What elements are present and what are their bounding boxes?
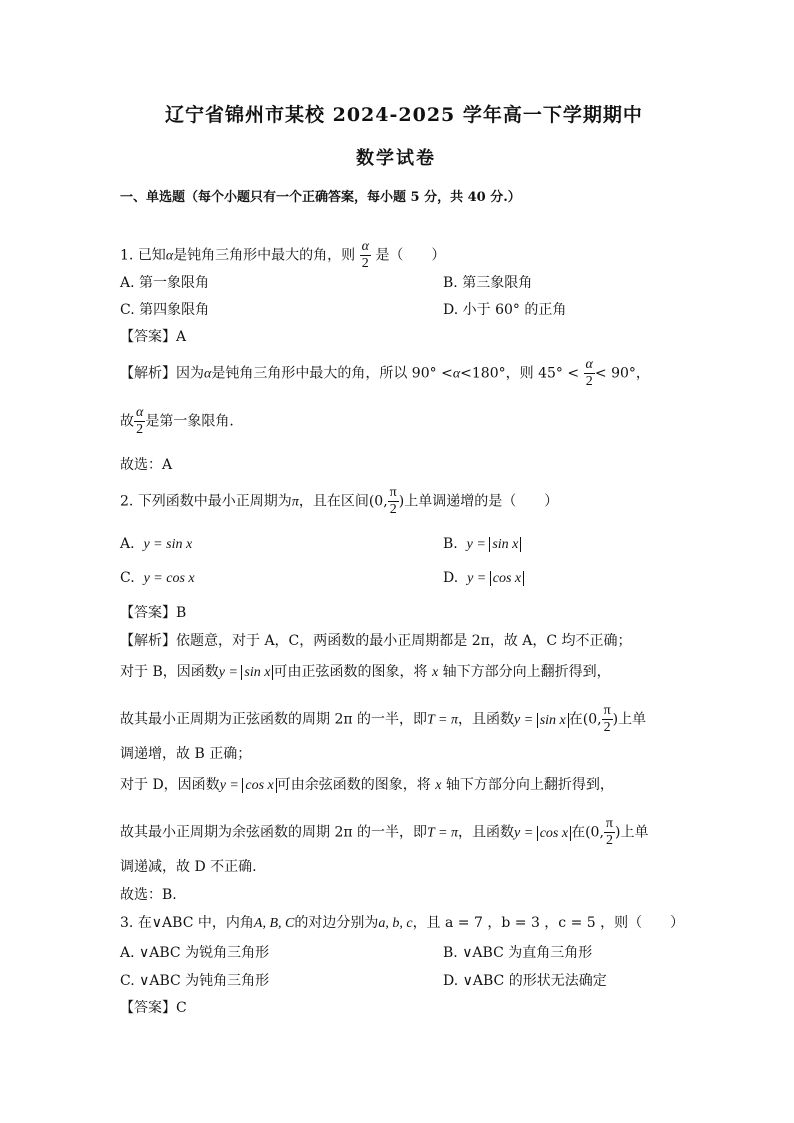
q2-analysis-p2: 对于 B，因函数y = sin x 可由正弦函数的图象，将 x 轴下方部分向上翻折得到， — [120, 664, 611, 680]
question-3-stem: 3. 在∨ABC 中，内角A, B, C的对边分别为a, b, c，且 a = 7 ，b = 3 ，c = 5 ，则（ ） — [120, 915, 685, 931]
q2-analysis-p6: 故其最小正周期为余弦函数的周期 2π 的一半，即T = π，且函数y = cos x 在(0, $\frac{\pi}{2}$ )上单 — [120, 816, 649, 848]
q2-analysis-p7: 调递减，故 D 不正确. — [120, 859, 257, 875]
q2-option-d: D. y = cos x — [443, 570, 524, 587]
q2-option-b: B. y = sin x — [443, 536, 521, 553]
page-title: 辽宁省锦州市某校 2024-2025 学年高一下学期期中 — [165, 104, 643, 126]
q2-analysis-p1: 【解析】依题意，对于 A，C，两函数的最小正周期都是 2π，故 A，C 均不正确； — [120, 633, 632, 649]
page-subtitle: 数学试卷 — [356, 148, 436, 169]
q3-option-d: D. ∨ABC 的形状无法确定 — [443, 973, 607, 989]
q1-option-a: A. 第一象限角 — [120, 275, 210, 291]
q3-option-b: B. ∨ABC 为直角三角形 — [443, 945, 593, 961]
q1-choose: 故选：A — [120, 457, 173, 473]
q2-option-c: C. y = cos x — [120, 570, 195, 586]
q2-answer: 【答案】B — [120, 605, 187, 621]
fraction-alpha-over-2: $\frac{\alpha}{2}$ — [361, 239, 369, 271]
q2-analysis-p4: 调递增，故 B 正确； — [120, 746, 252, 762]
q1-analysis-line2: 故 $\frac{\alpha}{2}$ 是第一象限角． — [120, 405, 244, 437]
q3-option-a: A. ∨ABC 为锐角三角形 — [120, 945, 270, 961]
q2-option-a: A. y = sin x — [120, 536, 193, 552]
q1-answer: 【答案】A — [120, 329, 187, 345]
q2-choose: 故选：B. — [120, 887, 177, 903]
question-1-stem: 1. 已知α是钝角三角形中最大的角，则 $\frac{\alpha}{2}$ 是（ ） — [120, 239, 446, 271]
q2-analysis-p3: 故其最小正周期为正弦函数的周期 2π 的一半，即T = π，且函数y = sin x 在(0, $\frac{\pi}{2}$ )上单 — [120, 703, 647, 735]
q1-option-c: C. 第四象限角 — [120, 302, 210, 318]
q3-option-c: C. ∨ABC 为钝角三角形 — [120, 973, 270, 989]
section-heading: 一、单选题（每个小题只有一个正确答案，每小题 5 分，共 40 分.） — [120, 190, 521, 205]
q1-option-b: B. 第三象限角 — [443, 275, 533, 291]
q1-analysis: 【解析】因为α是钝角三角形中最大的角，所以 90° <α<180°，则 45° < $\frac{\alpha}{2}$ < 90°， — [120, 357, 650, 389]
q1-option-d: D. 小于 60° 的正角 — [443, 302, 567, 318]
q2-analysis-p5: 对于 D，因函数y = cos x 可由余弦函数的图象，将 x 轴下方部分向上翻折得到， — [120, 777, 614, 793]
q3-answer: 【答案】C — [120, 1000, 187, 1016]
question-2-stem: 2. 下列函数中最小正周期为π，且在区间(0, $\frac{\pi}{2}$ )上单调递增的是（ ） — [120, 485, 559, 517]
